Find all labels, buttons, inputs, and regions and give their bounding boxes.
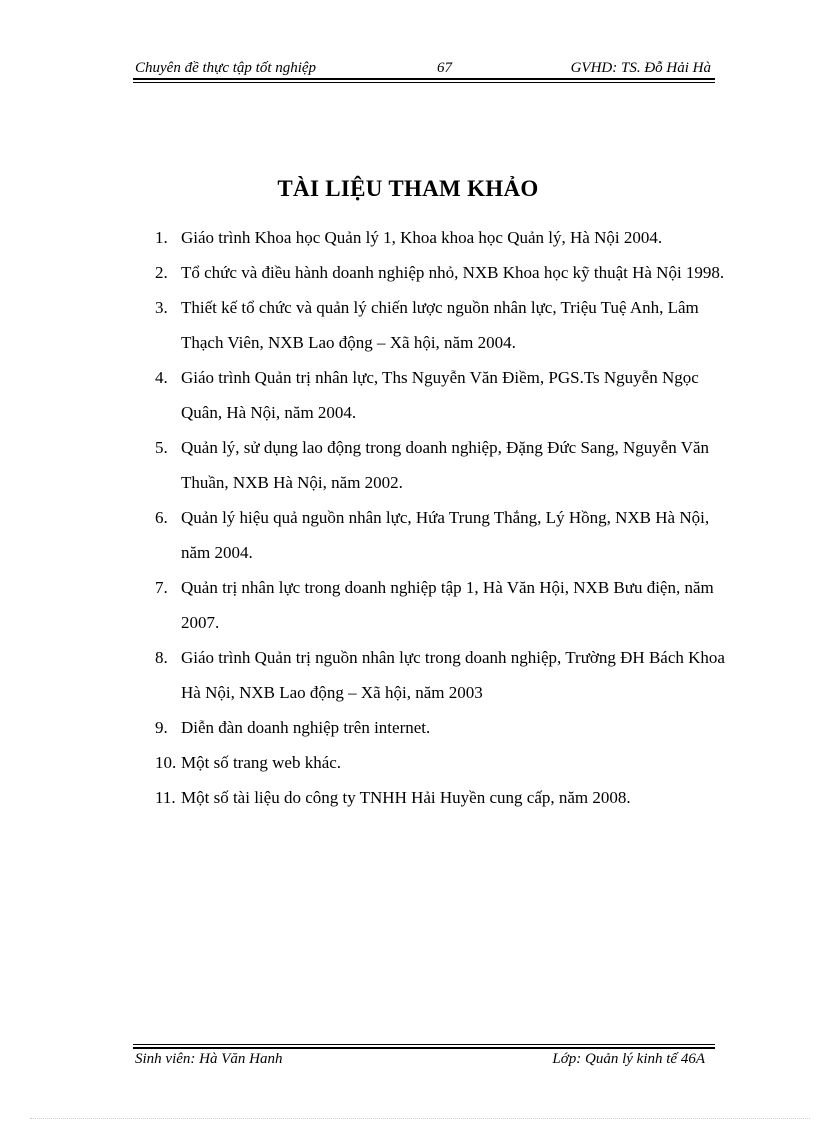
reference-number: 9.: [155, 718, 168, 737]
page-footer: [135, 1051, 713, 1073]
footer-divider-thin: [133, 1044, 715, 1045]
reference-number: 2.: [155, 263, 168, 282]
reference-text: Diễn đàn doanh nghiệp trên internet.: [181, 718, 431, 737]
reference-text: Giáo trình Quản trị nguồn nhân lực trong doanh nghiệp, Trường ĐH Bách Khoa Hà Nội, NXB Lao động – Xã hội, năm 2003: [181, 648, 725, 702]
reference-item: [155, 780, 735, 815]
reference-text: Giáo trình Khoa học Quản lý 1, Khoa khoa học Quản lý, Hà Nội 2004.: [181, 228, 663, 247]
reference-number: 7.: [155, 578, 168, 597]
reference-number: 3.: [155, 298, 168, 317]
reference-item: [155, 710, 735, 745]
reference-text: Tổ chức và điều hành doanh nghiệp nhỏ, NXB Khoa học kỹ thuật Hà Nội 1998.: [181, 263, 725, 282]
reference-list: [155, 220, 735, 815]
reference-text: Một số trang web khác.: [181, 753, 342, 772]
reference-number: 11.: [155, 788, 176, 807]
page-edge-divider: [30, 1118, 810, 1119]
footer-class: Lớp: Quản lý kinh tế 46A: [552, 1051, 705, 1067]
reference-item: [155, 220, 735, 255]
reference-number: 5.: [155, 438, 168, 457]
footer-divider-thick: [133, 1047, 715, 1049]
reference-text: Một số tài liệu do công ty TNHH Hải Huyền cung cấp, năm 2008.: [181, 788, 631, 807]
footer-student: Sinh viên: Hà Văn Hanh: [135, 1051, 283, 1067]
reference-number: 4.: [155, 368, 168, 387]
reference-item: [155, 500, 735, 570]
header-page-number: 67: [437, 60, 452, 76]
header-divider-thin: [133, 82, 715, 83]
reference-text: Thiết kế tổ chức và quản lý chiến lược nguồn nhân lực, Triệu Tuệ Anh, Lâm Thạch Viên, NXB Lao động – Xã hội, năm 2004.: [181, 298, 699, 352]
reference-item: [155, 570, 735, 640]
reference-item: [155, 745, 735, 780]
header-divider-thick: [133, 78, 715, 80]
reference-number: 6.: [155, 508, 168, 527]
reference-item: [155, 430, 735, 500]
reference-item: [155, 640, 735, 710]
reference-item: [155, 360, 735, 430]
header-supervisor: GVHD: TS. Đỗ Hải Hà: [570, 60, 711, 76]
reference-number: 1.: [155, 228, 168, 247]
reference-item: [155, 255, 735, 290]
page-title: TÀI LIỆU THAM KHẢO: [277, 176, 539, 201]
reference-number: 8.: [155, 648, 168, 667]
reference-item: [155, 290, 735, 360]
header-report-type: Chuyên đề thực tập tốt nghiệp: [135, 60, 317, 76]
reference-text: Quản lý, sử dụng lao động trong doanh nghiệp, Đặng Đức Sang, Nguyễn Văn Thuần, NXB Hà Nội, năm 2002.: [181, 438, 710, 492]
reference-number: 10.: [155, 753, 177, 772]
page-header: [135, 58, 713, 80]
reference-text: Giáo trình Quản trị nhân lực, Ths Nguyễn Văn Điềm, PGS.Ts Nguyễn Ngọc Quân, Hà Nội, năm 2004.: [181, 368, 699, 422]
reference-text: Quản trị nhân lực trong doanh nghiệp tập 1, Hà Văn Hội, NXB Bưu điện, năm 2007.: [181, 578, 714, 632]
reference-text: Quản lý hiệu quả nguồn nhân lực, Hứa Trung Thắng, Lý Hồng, NXB Hà Nội, năm 2004.: [181, 508, 710, 562]
